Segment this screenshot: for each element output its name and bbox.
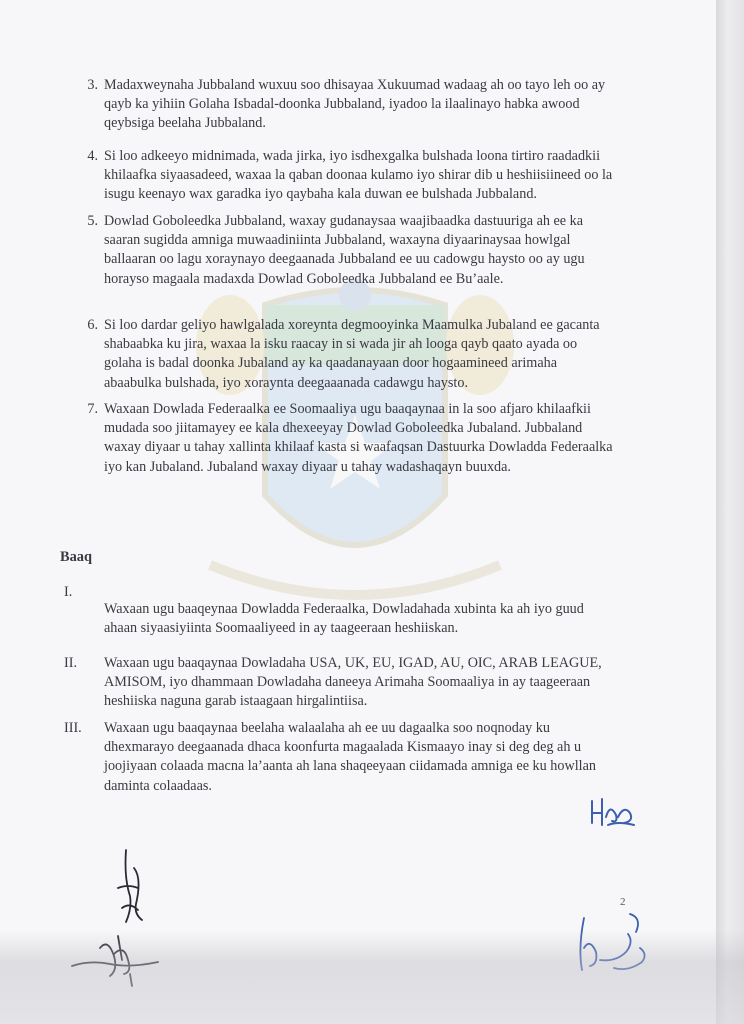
item-text: Si loo dardar geliyo hawlgalada xoreynta degmooyinka Maamulka Jubaland ee gacanta shabaabka ku jira, waxaa la isku raacay in si wada jir ah looga qayb qaato ayada oo golaha is badal doonka Jubaland ay ka qaadanayaan door hogaamineed arimaha abaabulka bulshada, iyo xoraynta deegaaanada cadawgu haysto. bbox=[104, 317, 600, 391]
item-number: 4. bbox=[87, 148, 98, 164]
numbered-item-3 bbox=[0, 76, 716, 136]
appeal-number-iii: III. bbox=[64, 720, 82, 736]
appeal-number-i: I. bbox=[64, 584, 73, 600]
signature-left-upper bbox=[108, 848, 156, 928]
section-heading: Baaq bbox=[60, 549, 92, 565]
numbered-item-6 bbox=[0, 316, 716, 396]
item-text: Waxaan Dowlada Federaalka ee Soomaaliya ugu baaqaynaa in la soo afjaro khilaafkii mudada soo jiitamayey ee kala dhexeeyay Dowlad Goboleedka Jubaland. Jubbaland waxay diyaar u tahay xallinta khilaaf kasta si waafaqsan Dastuurka Dowladda Federaalka iyo kan Jubaland. Jubaland waxay diyaar u tahay wadashaqayn buuxda. bbox=[104, 401, 613, 475]
item-text: Si loo adkeeyo midnimada, wada jirka, iyo isdhexgalka bulshada loona tirtiro raadadkii khilaafka siyaasadeed, waxaa la qaban doonaa kulamo iyo shirar dib u heshiisiineed oo la isugu keenayo wax garadka iyo qaybaha kala duwan ee bulshada Jubbaland. bbox=[104, 148, 613, 203]
item-text: Dowlad Goboleedka Jubbaland, waxay gudanaysaa waajibaadka dastuuriga ah ee ka saaran sugidda amniga muwaadiniinta Jubbaland, waxayna diyaarinaysaa howlgal ballaaran oo lagu xoraynayo deegaanada Jubbaland ee uu cadowgu haysto oo ay ugu horayso magaala madaxda Dowlad Goboleedka Jubbaland ee Bu’aale. bbox=[104, 213, 585, 287]
scan-shadow bbox=[0, 930, 744, 1024]
item-number: 5. bbox=[87, 213, 98, 229]
appeal-text-i: Waxaan ugu baaqeynaa Dowladda Federaalka, Dowladahada xubinta ka ah iyo guud ahaan siyaasiyiinta Soomaaliyeed in ay taageeraan heshiiskan. bbox=[104, 601, 584, 637]
item-number: 3. bbox=[87, 77, 98, 93]
numbered-item-7 bbox=[0, 400, 716, 480]
page-edge-strip bbox=[716, 0, 744, 1024]
signature-top-right bbox=[588, 795, 638, 829]
item-number: 7. bbox=[87, 401, 98, 417]
appeal-text-ii: Waxaan ugu baaqaynaa Dowladaha USA, UK, EU, IGAD, AU, OIC, ARAB LEAGUE, AMISOM, iyo dhammaan Dowladaha daneeya Arimaha Soomaaliya in ay taageeraan heshiiska naguna garab istaagaan hirgalintiisa. bbox=[104, 655, 602, 710]
item-number: 6. bbox=[87, 317, 98, 333]
page-number: 2 bbox=[620, 896, 626, 908]
appeal-number-ii: II. bbox=[64, 655, 77, 671]
item-text: Madaxweynaha Jubbaland wuxuu soo dhisayaa Xukuumad wadaag ah oo tayo leh oo ay qayb ka yihiin Golaha Isbadal-doonka Jubbaland, iyadoo la ilaalinayo habka awood qeybsiga beelaha Jubbaland. bbox=[104, 77, 606, 132]
numbered-item-5 bbox=[0, 212, 716, 292]
appeal-text-iii: Waxaan ugu baaqaynaa beelaha walaalaha ah ee uu dagaalka soo noqnoday ku dhexmarayo deegaanada dhaca koonfurta magaalada Kismaayo inay si deg deg ah u joojiyaan colaada macna la’aanta ah lana shaqeeyaan ciidamada amniga ee ku howllan daminta colaadaas. bbox=[104, 720, 596, 794]
numbered-item-4 bbox=[0, 147, 716, 207]
